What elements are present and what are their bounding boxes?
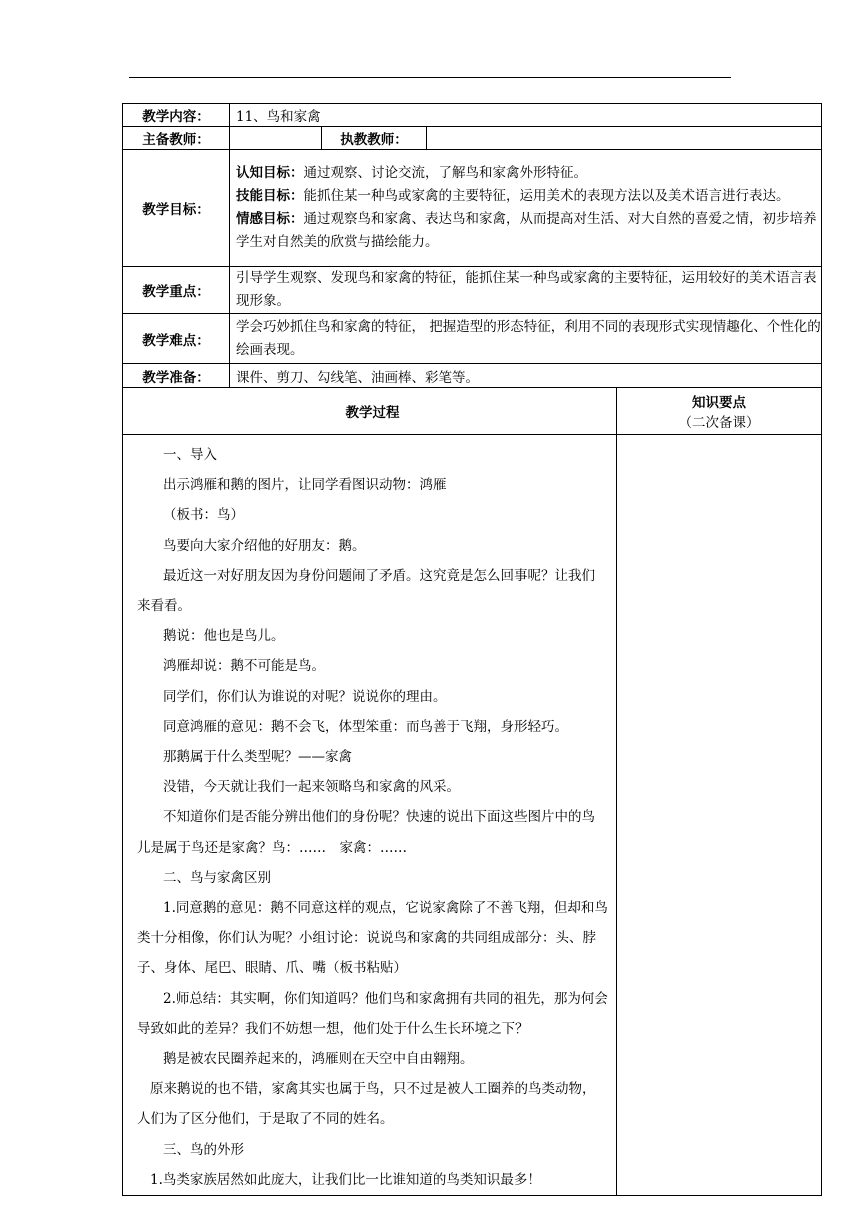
process-line: 1.鸟类家族居然如此庞大，让我们比一比谁知道的鸟类知识最多！	[150, 1171, 541, 1188]
goal-title: 认知目标：	[236, 165, 304, 181]
process-line: 原来鹅说的也不错，家禽其实也属于鸟，只不过是被人工圈养的鸟类动物，人们为了区分他们，于是取了不同的姓名。	[137, 1081, 596, 1128]
process-line: 鸿雁却说：鹅不可能是鸟。	[163, 658, 325, 675]
process-line: 鹅说：他也是鸟儿。	[163, 628, 285, 645]
focus-label: 教学重点：	[123, 267, 230, 314]
row-prep	[123, 364, 822, 388]
lead-teacher-label: 主备教师：	[123, 127, 230, 150]
header-rule	[129, 77, 731, 78]
process-header: 教学过程	[123, 388, 617, 435]
exec-teacher-value	[427, 127, 822, 150]
difficulty-label: 教学难点：	[123, 314, 230, 364]
content-label: 教学内容：	[123, 104, 230, 127]
goal-skill	[236, 185, 821, 208]
process-line: 一、导入	[163, 447, 217, 463]
process-line: 没错，今天就让我们一起来领略鸟和家禽的风采。	[163, 779, 460, 796]
row-focus	[123, 267, 822, 314]
goals-cell	[230, 150, 822, 267]
process-body	[123, 435, 617, 1196]
lead-teacher-value	[230, 127, 322, 150]
process-line: 2.师总结：其实啊，你们知道吗？他们鸟和家禽拥有共同的祖先，那为何会导致如此的差异？我们不妨想一想，他们处于什么生长环境之下？	[137, 990, 608, 1037]
difficulty-text: 学会巧妙抓住鸟和家禽的特征， 把握造型的形态特征，利用不同的表现形式实现情趣化、个性化的绘画表现。	[230, 314, 822, 364]
row-process-header	[123, 388, 822, 435]
goal-title: 情感目标：	[236, 211, 304, 227]
row-teachers	[123, 127, 822, 150]
process-line: 出示鸿雁和鹅的图片，让同学看图识动物：鸿雁	[163, 477, 447, 494]
goal-text: 能抓住某一种鸟或家禽的主要特征，运用美术的表现方法以及美术语言进行表达。	[303, 188, 790, 204]
exec-teacher-label: 执教教师：	[322, 127, 427, 150]
prep-text: 课件、剪刀、勾线笔、油画棒、彩笔等。	[230, 364, 822, 388]
row-content	[123, 104, 822, 127]
process-line: （板书：鸟）	[163, 507, 244, 524]
process-line: 同意鸿雁的意见：鹅不会飞，体型笨重：而鸟善于飞翔，身形轻巧。	[163, 718, 568, 735]
goal-cognitive	[236, 162, 821, 185]
goal-text: 通过观察鸟和家禽、表达鸟和家禽，从而提高对生活、对大自然的喜爱之情，初步培养学生对自然美的欣赏与描绘能力。	[236, 211, 817, 250]
notes-body	[617, 435, 822, 1196]
goal-title: 技能目标：	[236, 188, 304, 204]
focus-text: 引导学生观察、发现鸟和家禽的特征，能抓住某一种鸟或家禽的主要特征，运用较好的美术语言表现形象。	[230, 267, 822, 314]
row-difficulty	[123, 314, 822, 364]
process-line: 1.同意鹅的意见：鹅不同意这样的观点，它说家禽除了不善飞翔，但却和鸟类十分相像，你们认为呢？小组讨论：说说鸟和家禽的共同组成部分：头、脖子、身体、尾巴、眼睛、爪、嘴（板书粘贴）	[137, 900, 608, 977]
content-value: 11、鸟和家禽	[230, 104, 822, 127]
row-goals	[123, 150, 822, 267]
prep-label: 教学准备：	[123, 364, 230, 388]
notes-header-cell	[617, 388, 822, 435]
process-line: 鸟要向大家介绍他的好朋友：鹅。	[163, 537, 366, 554]
process-line: 同学们，你们认为谁说的对呢？说说你的理由。	[163, 688, 447, 705]
process-line: 不知道你们是否能分辨出他们的身份呢？快速的说出下面这些图片中的鸟儿是属于鸟还是家禽？鸟：…… 家禽：……	[137, 809, 595, 856]
notes-header: 知识要点	[692, 395, 746, 411]
notes-subheader: （二次备课）	[678, 415, 760, 431]
goals-label: 教学目标：	[123, 150, 230, 267]
goal-emotion	[236, 208, 821, 254]
lesson-plan-table	[122, 103, 822, 1196]
row-process-body	[123, 435, 822, 1196]
process-line: 鹅是被农民圈养起来的，鸿雁则在天空中自由翱翔。	[163, 1051, 474, 1068]
process-line: 最近这一对好朋友因为身份问题闹了矛盾。这究竟是怎么回事呢？让我们来看看。	[137, 567, 595, 615]
process-line: 三、鸟的外形	[163, 1141, 244, 1158]
process-line: 二、鸟与家禽区别	[163, 869, 271, 886]
goal-text: 通过观察、讨论交流，了解鸟和家禽外形特征。	[303, 165, 587, 181]
process-line: 那鹅属于什么类型呢？——家禽	[163, 749, 352, 766]
